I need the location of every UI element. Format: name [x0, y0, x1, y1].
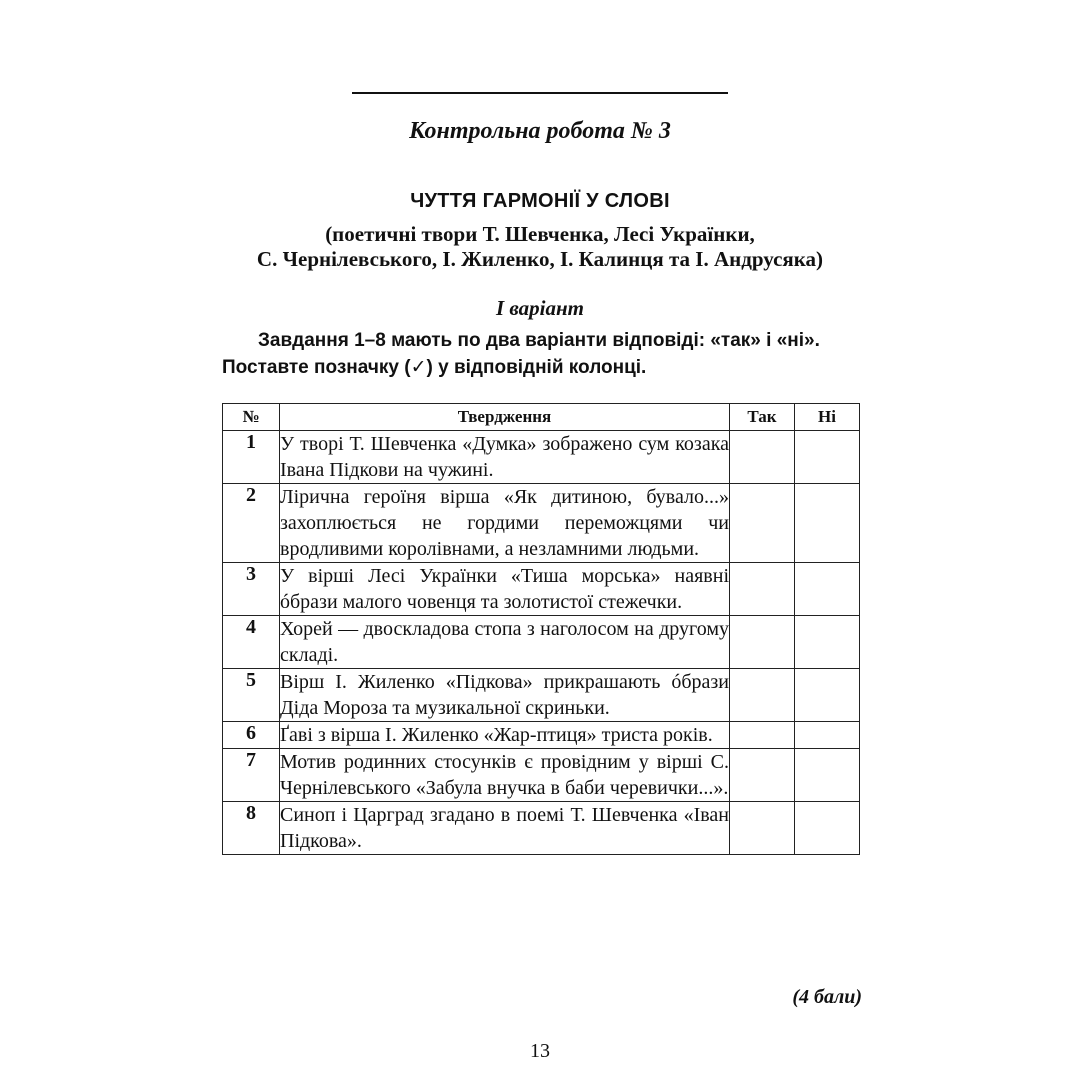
- row-statement: Синоп і Царград згадано в поемі Т. Шевченка «Іван Підкова».: [280, 802, 730, 855]
- answer-no-cell[interactable]: [795, 722, 860, 749]
- row-statement: Ґаві з вірша І. Жиленко «Жар-птиця» триста років.: [280, 722, 730, 749]
- answer-no-cell[interactable]: [795, 484, 860, 563]
- row-number: 5: [223, 669, 280, 722]
- subtitle-line-2: С. Чернілевського, І. Жиленко, І. Калинця та І. Андрусяка): [256, 247, 824, 271]
- header-yes: Так: [730, 404, 795, 431]
- table-row: [223, 749, 860, 802]
- row-statement: Хорей — двоскладова стопа з наголосом на другому складі.: [280, 616, 730, 669]
- answer-yes-cell[interactable]: [730, 722, 795, 749]
- answer-yes-cell[interactable]: [730, 616, 795, 669]
- table-row: [223, 431, 860, 484]
- row-statement: Вірш І. Жиленко «Підкова» прикрашають óбрази Діда Мороза та музикальної скриньки.: [280, 669, 730, 722]
- row-number: 7: [223, 749, 280, 802]
- answer-no-cell[interactable]: [795, 749, 860, 802]
- subtitle-line-1: (поетичні твори Т. Шевченка, Лесі Українки,: [325, 222, 755, 246]
- answer-no-cell[interactable]: [795, 802, 860, 855]
- test-title: Контрольна робота № 3: [409, 118, 671, 144]
- points-label: (4 бали): [792, 986, 862, 1008]
- table-row: [223, 616, 860, 669]
- header-no: Ні: [795, 404, 860, 431]
- instruction-line-1: Завдання 1–8 мають по два варіанти відповіді: «так» і «ні».: [258, 330, 820, 351]
- table-row: [223, 484, 860, 563]
- answer-yes-cell[interactable]: [730, 563, 795, 616]
- table-row: [223, 563, 860, 616]
- header-number: №: [223, 404, 280, 431]
- statements-table: [222, 403, 860, 855]
- answer-yes-cell[interactable]: [730, 749, 795, 802]
- answer-yes-cell[interactable]: [730, 431, 795, 484]
- answer-no-cell[interactable]: [795, 616, 860, 669]
- row-statement: Лірична героїня вірша «Як дитиною, бувало...» захоплюється не гордими переможцями чи вродливими королівнами, а незламними людьми.: [280, 484, 730, 563]
- row-number: 6: [223, 722, 280, 749]
- row-number: 4: [223, 616, 280, 669]
- header-rule: [352, 92, 728, 94]
- row-statement: У творі Т. Шевченка «Думка» зображено сум козака Івана Підкови на чужині.: [280, 431, 730, 484]
- answer-no-cell[interactable]: [795, 669, 860, 722]
- header-statement: Твердження: [280, 404, 730, 431]
- instruction-line-2: Поставте позначку (✓) у відповідній колонці.: [222, 357, 647, 378]
- answer-yes-cell[interactable]: [730, 669, 795, 722]
- page-number: 13: [530, 1040, 550, 1062]
- variant-label: І варіант: [496, 296, 584, 320]
- table-row: [223, 722, 860, 749]
- row-number: 2: [223, 484, 280, 563]
- table-header-row: [223, 404, 860, 431]
- table-row: [223, 669, 860, 722]
- answer-no-cell[interactable]: [795, 431, 860, 484]
- table-row: [223, 802, 860, 855]
- row-number: 3: [223, 563, 280, 616]
- answer-no-cell[interactable]: [795, 563, 860, 616]
- topic-heading: ЧУТТЯ ГАРМОНІЇ У СЛОВІ: [410, 190, 670, 212]
- answer-yes-cell[interactable]: [730, 484, 795, 563]
- row-statement: У вірші Лесі Українки «Тиша морська» наявні óбрази малого човенця та золотистої стежечки.: [280, 563, 730, 616]
- row-statement: Мотив родинних стосунків є провідним у вірші С. Чернілевського «Забула внучка в баби черевички...».: [280, 749, 730, 802]
- row-number: 8: [223, 802, 280, 855]
- answer-yes-cell[interactable]: [730, 802, 795, 855]
- row-number: 1: [223, 431, 280, 484]
